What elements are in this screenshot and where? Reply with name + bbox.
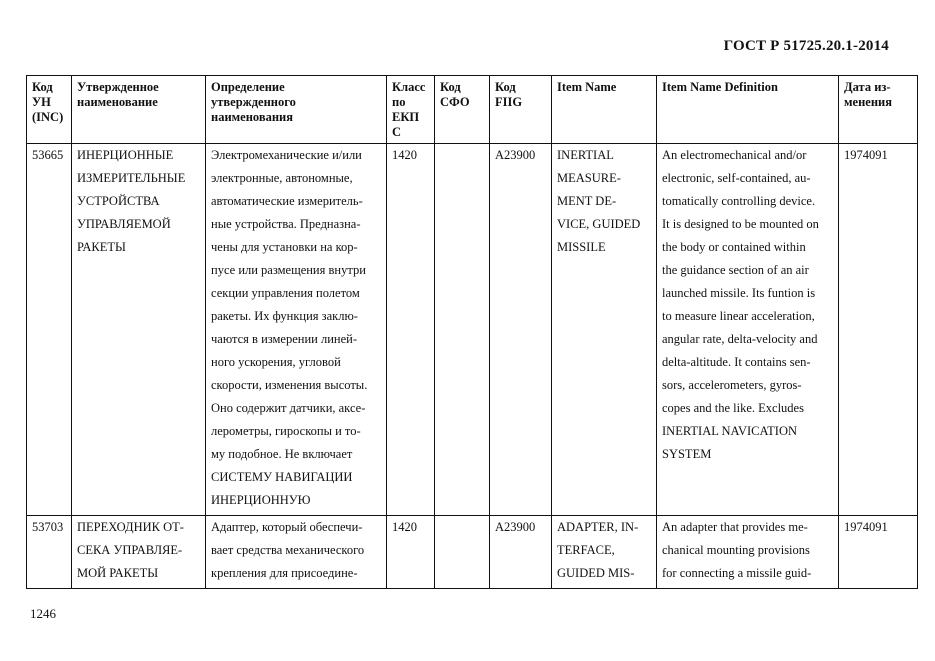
cell-line: крепления для присоедине- [211, 566, 358, 580]
cell-line: copes and the like. Excludes [662, 401, 804, 415]
cell-line: MENT DE- [557, 194, 617, 208]
header-class [387, 76, 435, 144]
header-line: Класс [392, 80, 426, 94]
cell-line: VICE, GUIDED [557, 217, 641, 231]
cell-definition [206, 516, 387, 589]
cell-line: tomatically controlling device. [662, 194, 816, 208]
header-line: (INC) [32, 110, 64, 124]
header-line: С [392, 125, 402, 139]
cell-line: SYSTEM [662, 447, 712, 461]
cell-class: 1420 [387, 516, 435, 589]
header-line: Item Name [557, 80, 617, 94]
cell-line: МОЙ РАКЕТЫ [77, 566, 159, 580]
specification-table [26, 75, 918, 589]
cell-line: electronic, self-contained, au- [662, 171, 811, 185]
header-line: наименование [77, 95, 158, 109]
cell-line: лерометры, гироскопы и то- [211, 424, 361, 438]
cell-line: INERTIAL NAVICATION [662, 424, 797, 438]
cell-line: ракеты. Их функция заклю- [211, 309, 358, 323]
cell-class: 1420 [387, 144, 435, 516]
header-inc [27, 76, 72, 144]
header-line: менения [844, 95, 892, 109]
cell-line: УПРАВЛЯЕМОЙ [77, 217, 171, 231]
cell-date: 1974091 [839, 516, 918, 589]
table-header-row [27, 76, 918, 144]
cell-line: ные устройства. Предназна- [211, 217, 361, 231]
header-item-name [552, 76, 657, 144]
cell-line: СЕКА УПРАВЛЯЕ- [77, 543, 183, 557]
cell-sfo [435, 144, 490, 516]
cell-line: чены для установки на кор- [211, 240, 358, 254]
cell-line: ИЗМЕРИТЕЛЬНЫЕ [77, 171, 186, 185]
header-line: ЕКП [392, 110, 420, 124]
cell-line: скорости, изменения высоты. [211, 378, 368, 392]
header-line: FIIG [495, 95, 523, 109]
cell-line: секции управления полетом [211, 286, 360, 300]
cell-approved-name [72, 516, 206, 589]
header-line: Item Name Definition [662, 80, 778, 94]
header-line: Определение [211, 80, 285, 94]
cell-date: 1974091 [839, 144, 918, 516]
header-date [839, 76, 918, 144]
cell-line: СИСТЕМУ НАВИГАЦИИ [211, 470, 353, 484]
page-number: 1246 [30, 606, 56, 621]
cell-line: УСТРОЙСТВА [77, 194, 160, 208]
cell-line: angular rate, delta-velocity and [662, 332, 818, 346]
table-row [27, 516, 918, 589]
cell-line: РАКЕТЫ [77, 240, 126, 254]
header-line: УН [32, 95, 51, 109]
table-body [27, 144, 918, 589]
header-line: Дата из- [844, 80, 891, 94]
cell-item-name [552, 516, 657, 589]
cell-line: ПЕРЕХОДНИК ОТ- [77, 520, 184, 534]
header-sfo [435, 76, 490, 144]
cell-line: An adapter that provides me- [662, 520, 808, 534]
header-item-definition [657, 76, 839, 144]
cell-line: Электромеханические и/или [211, 148, 362, 162]
cell-line: Оно содержит датчики, аксе- [211, 401, 366, 415]
header-line: Утвержденное [77, 80, 159, 94]
table-row [27, 144, 918, 516]
cell-line: автоматические измеритель- [211, 194, 363, 208]
header-approved-name [72, 76, 206, 144]
header-line: наименования [211, 110, 294, 124]
header-line: Код [495, 80, 516, 94]
header-line: Код [32, 80, 53, 94]
cell-item-definition [657, 516, 839, 589]
cell-item-name [552, 144, 657, 516]
cell-line: ИНЕРЦИОННУЮ [211, 493, 311, 507]
cell-line: the guidance section of an air [662, 263, 809, 277]
cell-line: GUIDED MIS- [557, 566, 635, 580]
cell-fiig: A23900 [490, 516, 552, 589]
cell-line: ного ускорения, угловой [211, 355, 341, 369]
cell-line: INERTIAL [557, 148, 614, 162]
cell-item-definition [657, 144, 839, 516]
cell-line: the body or contained within [662, 240, 806, 254]
cell-line: му подобное. Не включает [211, 447, 353, 461]
header-line: утвержденного [211, 95, 296, 109]
cell-line: to measure linear acceleration, [662, 309, 815, 323]
cell-sfo [435, 516, 490, 589]
cell-line: вает средства механического [211, 543, 365, 557]
cell-definition [206, 144, 387, 516]
header-line: СФО [440, 95, 470, 109]
cell-line: TERFACE, [557, 543, 615, 557]
cell-inc: 53665 [27, 144, 72, 516]
cell-line: MISSILE [557, 240, 606, 254]
cell-line: It is designed to be mounted on [662, 217, 819, 231]
cell-line: электронные, автономные, [211, 171, 353, 185]
header-line: по [392, 95, 406, 109]
cell-line: ADAPTER, IN- [557, 520, 639, 534]
cell-line: delta-altitude. It contains sen- [662, 355, 811, 369]
header-line: Код [440, 80, 461, 94]
cell-line: MEASURE- [557, 171, 621, 185]
cell-line: sors, accelerometers, gyros- [662, 378, 802, 392]
cell-line: чаются в измерении линей- [211, 332, 357, 346]
cell-line: пусе или размещения внутри [211, 263, 366, 277]
header-fiig [490, 76, 552, 144]
cell-line: launched missile. Its funtion is [662, 286, 816, 300]
cell-inc: 53703 [27, 516, 72, 589]
cell-line: ИНЕРЦИОННЫЕ [77, 148, 174, 162]
document-code: ГОСТ Р 51725.20.1-2014 [723, 38, 889, 54]
cell-line: Адаптер, который обеспечи- [211, 520, 363, 534]
cell-line: for connecting a missile guid- [662, 566, 812, 580]
cell-fiig: A23900 [490, 144, 552, 516]
cell-line: chanical mounting provisions [662, 543, 810, 557]
cell-approved-name [72, 144, 206, 516]
header-definition [206, 76, 387, 144]
cell-line: An electromechanical and/or [662, 148, 807, 162]
